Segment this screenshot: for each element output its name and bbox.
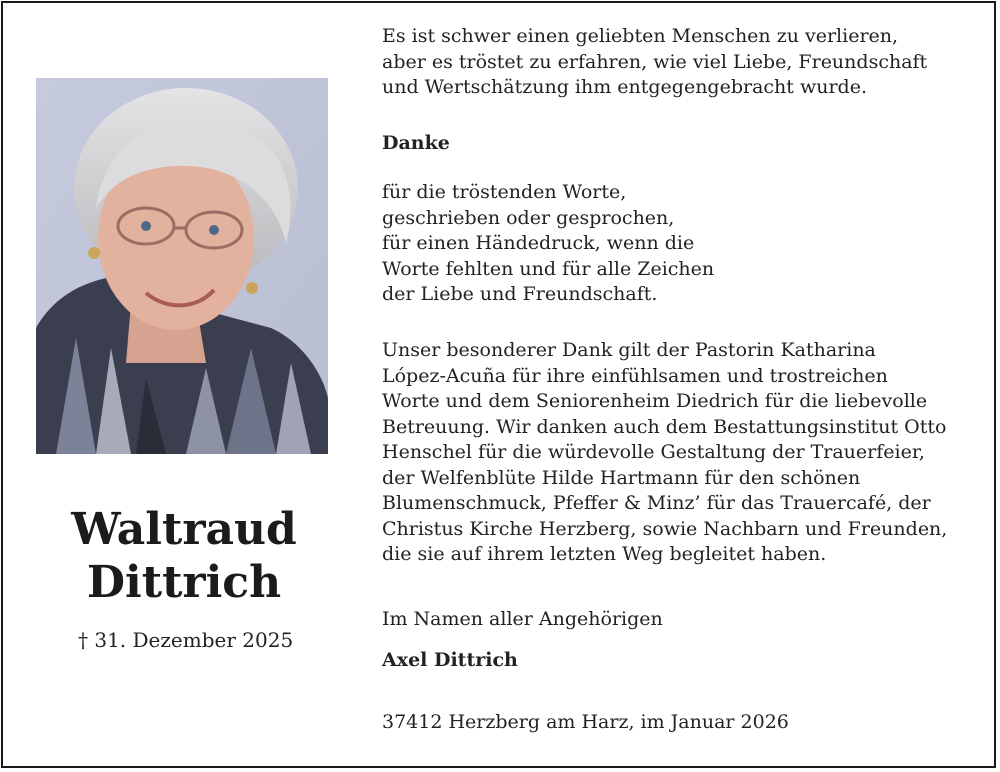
special-thanks-line: die sie auf ihrem letzten Weg begleitet haben. <box>382 543 827 565</box>
special-thanks-line: Betreuung. Wir danken auch dem Bestattungsinstitut Otto <box>382 415 947 438</box>
intro-line: aber es tröstet zu erfahren, wie viel Liebe, Freundschaft <box>382 50 928 73</box>
place-date: 37412 Herzberg am Harz, im Januar 2026 <box>382 711 789 733</box>
intro-paragraph <box>382 24 927 101</box>
thanks-line: geschrieben oder gesprochen, <box>382 206 675 229</box>
death-date: † 31. Dezember 2025 <box>78 628 294 652</box>
thanks-line: Worte fehlten und für alle Zeichen <box>382 257 715 280</box>
intro-line: Es ist schwer einen geliebten Menschen zu verlieren, <box>382 25 899 47</box>
special-thanks-line: López-Acuña für ihre einfühlsamen und trostreichen <box>382 364 888 387</box>
deceased-last-name: Dittrich <box>86 557 282 608</box>
thanks-line: für die tröstenden Worte, <box>382 181 627 203</box>
special-thanks-line: der Welfenblüte Hilde Hartmann für den schönen <box>382 466 861 489</box>
thanks-line: für einen Händedruck, wenn die <box>382 232 695 254</box>
signature: Axel Dittrich <box>382 649 518 671</box>
special-thanks-line: Henschel für die würdevolle Gestaltung der Trauerfeier, <box>382 441 925 463</box>
special-thanks-paragraph <box>382 338 947 568</box>
on-behalf-line: Im Namen aller Angehörigen <box>382 608 663 630</box>
special-thanks-line: Blumenschmuck, Pfeffer & Minz’ für das Trauercafé, der <box>382 492 931 514</box>
intro-line: und Wertschätzung ihm entgegengebracht wurde. <box>382 76 867 98</box>
special-thanks-line: Worte und dem Seniorenheim Diedrich für die liebevolle <box>382 390 928 412</box>
portrait-photo <box>36 78 328 454</box>
thanks-line: der Liebe und Freundschaft. <box>382 283 658 305</box>
deceased-first-name: Waltraud <box>71 504 297 555</box>
special-thanks-line: Christus Kirche Herzberg, sowie Nachbarn und Freunden, <box>382 517 948 540</box>
thanks-heading: Danke <box>382 132 450 154</box>
special-thanks-line: Unser besonderer Dank gilt der Pastorin Katharina <box>382 339 876 361</box>
thanks-paragraph <box>382 180 714 308</box>
